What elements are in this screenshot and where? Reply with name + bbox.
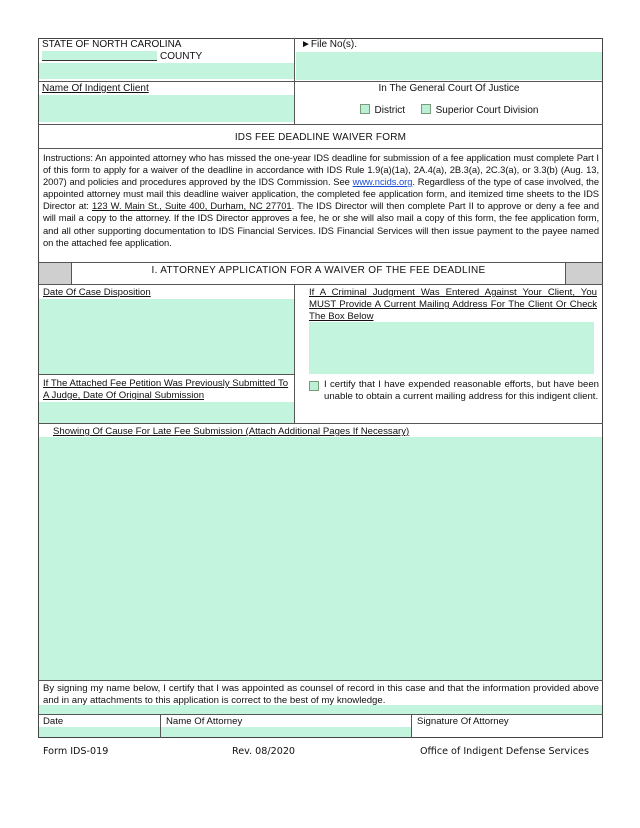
certify-text: I certify that I have expended reasonable efforts, but have been unable to obtain a current mailing address for this indigent client. bbox=[324, 379, 599, 402]
office-name: Office of Indigent Defense Services bbox=[420, 746, 589, 757]
file-number-input[interactable] bbox=[296, 52, 602, 80]
form-revision: Rev. 08/2020 bbox=[232, 746, 296, 757]
ncids-link[interactable]: www.ncids.org bbox=[352, 176, 413, 188]
state-county-fill bbox=[39, 63, 294, 79]
district-checkbox[interactable] bbox=[360, 104, 370, 114]
instructions-paragraph bbox=[43, 152, 599, 249]
attorney-name-label: Name Of Attorney bbox=[166, 716, 243, 727]
signature-label: Signature Of Attorney bbox=[417, 716, 509, 727]
signature-statement: By signing my name below, I certify that I was appointed as counsel of record in this case and that the information provided above and in any attachments to this application is correct to the best of my knowledge. bbox=[43, 683, 599, 705]
prev-submitted-label: If The Attached Fee Petition Was Previously Submitted To A Judge, Date Of Original Submission bbox=[43, 378, 289, 401]
instructions-text-2: . Regardless of the type of case involved, the appointed attorney must mail this deadline waiver application, the completed fee application form, and itemized time sheets to the IDS Director at: bbox=[43, 176, 599, 212]
indigent-client-input[interactable] bbox=[39, 95, 294, 122]
instructions-text-3: . The IDS Director will then complete Part II to approve or deny a fee and will mail a copy to the attorney. If the IDS Director approves a fee, he or she will also mail a copy of this form, the fee application form, and all other supporting documentation to IDS Financial Services. IDS Financial Services will then issue payment to the payee named on the attached fee application. bbox=[43, 200, 599, 248]
prev-submitted-input[interactable] bbox=[39, 402, 294, 423]
form-title: IDS FEE DEADLINE WAIVER FORM bbox=[234, 132, 407, 143]
date-input[interactable] bbox=[39, 727, 160, 737]
section-header-right-divider bbox=[565, 263, 566, 284]
row-divider-5 bbox=[38, 284, 603, 285]
file-number-label: ►File No(s). bbox=[301, 39, 358, 50]
sig-divider-2 bbox=[411, 714, 412, 738]
district-label: District bbox=[374, 105, 406, 116]
row-divider-1 bbox=[38, 81, 603, 82]
county-input[interactable] bbox=[42, 51, 157, 61]
row-divider-2 bbox=[38, 124, 603, 125]
part1-vertical-divider bbox=[294, 284, 295, 424]
ids-address: 123 W. Main St., Suite 400, Durham, NC 27701 bbox=[92, 200, 292, 212]
court-division-options bbox=[296, 104, 602, 117]
form-number: Form IDS-019 bbox=[43, 746, 109, 757]
certify-checkbox[interactable] bbox=[309, 381, 319, 391]
superior-checkbox[interactable] bbox=[421, 104, 431, 114]
row-divider-7 bbox=[38, 680, 603, 681]
date-disposition-input[interactable] bbox=[39, 299, 294, 374]
mailing-address-label: If A Criminal Judgment Was Entered Against Your Client, You MUST Provide A Current Mailing Address For The Client Or Check The Box Below bbox=[309, 287, 597, 322]
row-divider-8 bbox=[38, 714, 603, 715]
showing-cause-label: Showing Of Cause For Late Fee Submission (Attach Additional Pages If Necessary) bbox=[53, 426, 410, 437]
date-disposition-label: Date Of Case Disposition bbox=[43, 287, 151, 298]
row-divider-6 bbox=[38, 423, 603, 424]
mailing-address-input[interactable] bbox=[309, 322, 594, 374]
showing-cause-input[interactable] bbox=[39, 437, 602, 680]
section-header-left-shade bbox=[39, 263, 71, 284]
court-label: In The General Court Of Justice bbox=[378, 83, 520, 94]
instructions-text-1: Instructions: An appointed attorney who has missed the one-year IDS deadline for submission of a fee application must complete Part I of this form to apply for a waiver of the deadline in accordance with IDS Rule 1.9(a)(1a), 2A.4(a), 2B.3(a), 2C.3(a), or 3.3(b) (Aug. 13, 2007) and policies and procedures approved by the IDS Commission. See bbox=[43, 152, 599, 188]
attorney-name-input[interactable] bbox=[161, 727, 411, 737]
row-divider-4 bbox=[38, 262, 603, 263]
signature-statement-fill bbox=[39, 705, 602, 714]
indigent-client-label: Name Of Indigent Client bbox=[42, 83, 149, 94]
row-divider-3 bbox=[38, 148, 603, 149]
county-label: COUNTY bbox=[160, 51, 203, 62]
state-title: STATE OF NORTH CAROLINA bbox=[42, 39, 182, 50]
superior-label: Superior Court Division bbox=[435, 105, 539, 116]
section-header-right-shade bbox=[566, 263, 602, 284]
date-label: Date bbox=[43, 716, 64, 727]
section-1-title: I. ATTORNEY APPLICATION FOR A WAIVER OF THE FEE DEADLINE bbox=[151, 265, 486, 276]
field-divider-left bbox=[38, 374, 295, 375]
certify-option bbox=[309, 379, 599, 403]
